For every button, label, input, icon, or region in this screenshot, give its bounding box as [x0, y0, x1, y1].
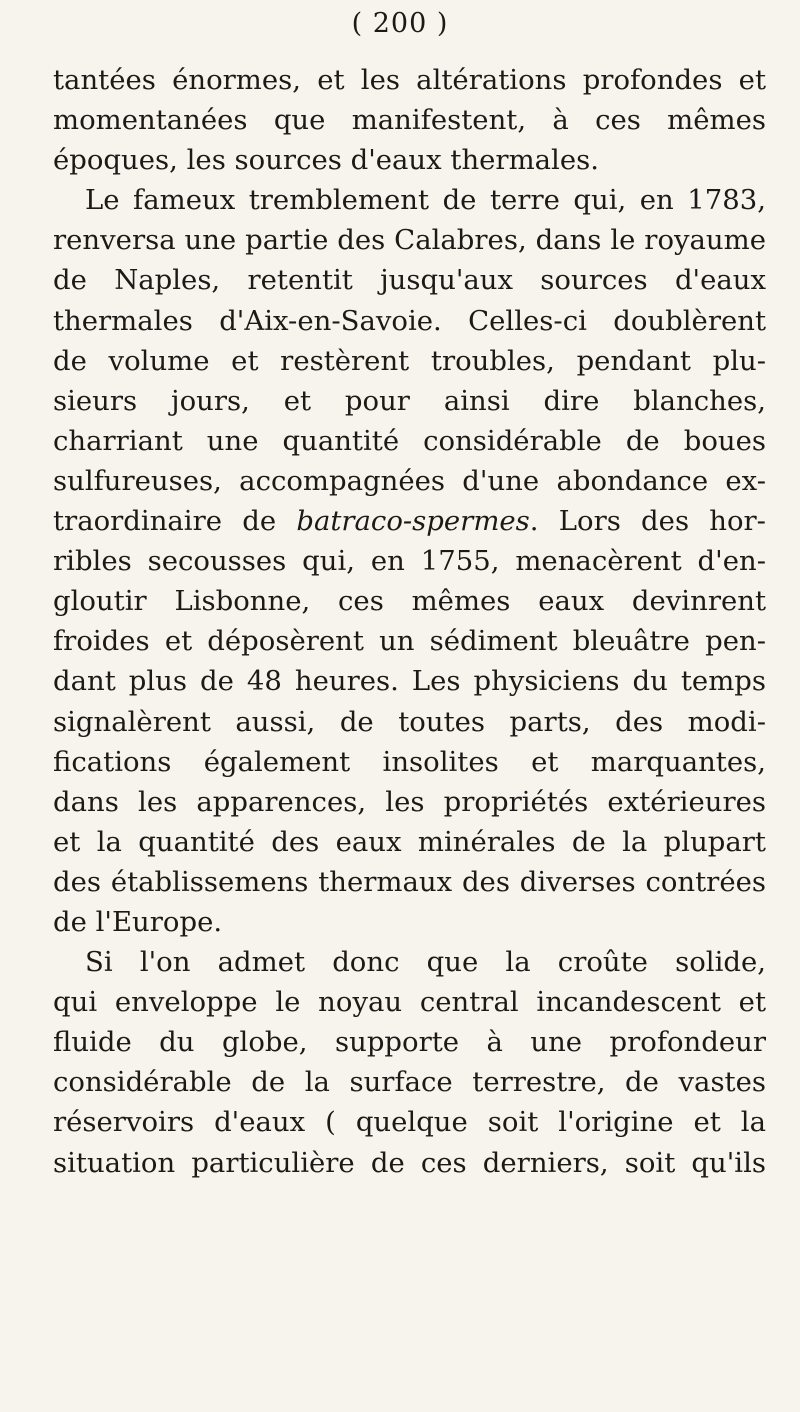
text-line: charriant une quantité considérable de boues — [53, 424, 766, 457]
text-line: tantées énormes, et les altérations profondes et — [53, 64, 766, 96]
text-line: époques, les sources d'eaux thermales. — [53, 144, 599, 177]
text-line: Si l'on admet donc que la croûte solide, — [85, 946, 766, 979]
text-line: signalèrent aussi, de toutes parts, des modi- — [53, 705, 766, 738]
text-line: qui enveloppe le noyau central incandescent et — [53, 986, 766, 1019]
text-line: ribles secousses qui, en 1755, menacèrent d'en- — [53, 545, 766, 578]
italic-term: batraco-spermes — [296, 505, 530, 538]
text-line: situation particulière de ces derniers, soit qu'ils — [53, 1146, 766, 1179]
text-line: dant plus de 48 heures. Les physiciens du temps — [53, 665, 766, 698]
text-line: gloutir Lisbonne, ces mêmes eaux devinrent — [53, 585, 766, 618]
text-line: Le fameux tremblement de terre qui, en 1783, — [85, 184, 766, 217]
text-line: considérable de la surface terrestre, de vastes — [53, 1066, 766, 1099]
text-line: sulfureuses, accompagnées d'une abondance ex- — [53, 464, 766, 497]
page-number: ( 200 ) — [351, 8, 449, 39]
text-line: réservoirs d'eaux ( quelque soit l'origine et la — [53, 1106, 766, 1139]
text-line: dans les apparences, les propriétés extérieures — [53, 785, 766, 818]
text-line: fluide du globe, supporte à une profondeur — [53, 1026, 766, 1059]
text-line: froides et déposèrent un sédiment bleuâtre pen- — [53, 625, 766, 658]
text-line: renversa une partie des Calabres, dans le royaume — [53, 224, 766, 257]
text-line: et la quantité des eaux minérales de la plupart — [53, 825, 766, 858]
text-line: de volume et restèrent troubles, pendant plu- — [53, 344, 766, 377]
body-text — [53, 60, 766, 1183]
text-line: de l'Europe. — [53, 905, 223, 938]
text-line-with-italic — [53, 501, 766, 541]
text-line: de Naples, retentit jusqu'aux sources d'eaux — [53, 264, 766, 297]
text-segment: traordinaire de — [53, 505, 297, 538]
text-line: thermales d'Aix-en-Savoie. Celles-ci doublèrent — [53, 304, 766, 337]
text-line: sieurs jours, et pour ainsi dire blanches, — [53, 384, 766, 417]
text-line: fications également insolites et marquantes, — [53, 745, 766, 778]
text-line: des établissemens thermaux des diverses contrées — [53, 865, 766, 898]
text-segment: . Lors des hor- — [529, 505, 766, 538]
text-line: momentanées que manifestent, à ces mêmes — [53, 104, 766, 137]
